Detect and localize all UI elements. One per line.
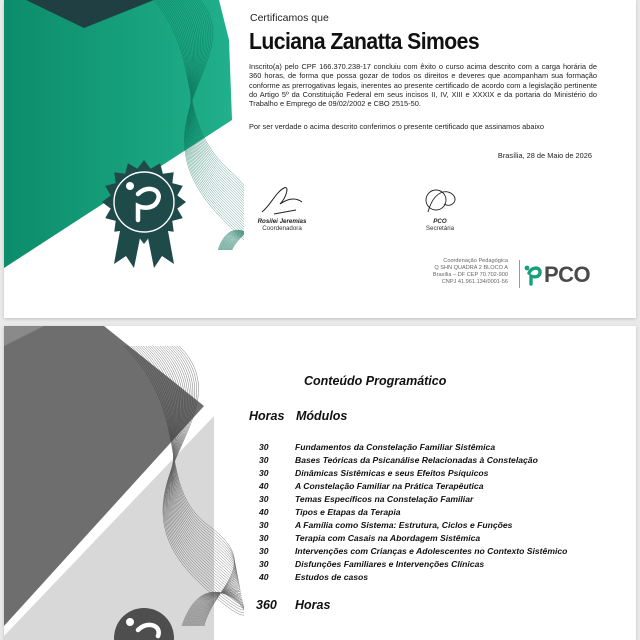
module-name: Tipos e Etapas da Terapia	[295, 506, 401, 517]
signature-scribble-icon	[256, 182, 308, 218]
hours-column-header: Horas	[249, 409, 285, 423]
recipient-name: Luciana Zanatta Simoes	[249, 28, 480, 54]
module-hours: 40	[259, 480, 269, 491]
coordinator-role: Coordenadora	[262, 225, 302, 232]
module-hours: 30	[259, 545, 269, 556]
module-name: Bases Teóricas da Psicanálise Relacionadas à Constelação	[295, 454, 538, 465]
module-hours: 30	[259, 558, 269, 569]
total-row	[256, 598, 330, 612]
coordinator-name: Rosilei Jeremias	[257, 218, 307, 225]
list-item	[259, 518, 567, 531]
list-item	[259, 453, 567, 466]
program-title: Conteúdo Programático	[304, 374, 447, 388]
list-item	[259, 557, 567, 570]
program-page	[4, 326, 636, 640]
module-name: Intervenções com Crianças e Adolescentes no Contexto Sistêmico	[295, 545, 568, 556]
certificate-page	[4, 0, 636, 318]
pco-logo-icon	[524, 264, 544, 286]
module-hours: 30	[259, 532, 269, 543]
program-decoration	[4, 326, 244, 640]
module-name: Estudos de casos	[295, 571, 369, 582]
module-name: Dinâmicas Sistêmicas e seus Efeitos Psíquicos	[295, 467, 489, 478]
list-item	[259, 492, 567, 505]
list-item	[259, 440, 567, 453]
module-hours: 30	[259, 454, 269, 465]
module-name: A Constelação Familiar na Prática Terapêutica	[295, 480, 484, 491]
coordinator-signature	[256, 182, 308, 232]
organization-info	[433, 258, 508, 286]
module-list	[259, 440, 567, 583]
secretary-role: Secretária	[425, 225, 455, 232]
module-name: Fundamentos da Constelação Familiar Sistêmica	[295, 441, 496, 452]
certificate-closing: Por ser verdade o acima descrito conferimos o presente certificado que assinamos abaixo	[249, 122, 544, 131]
modules-column-header: Módulos	[296, 409, 348, 423]
org-line: CNPJ 41.961.134/0001-56	[441, 279, 508, 285]
signature-scribble-icon	[414, 182, 466, 218]
module-hours: 30	[259, 441, 269, 452]
brand-name: PCO	[544, 262, 591, 287]
module-hours: 30	[259, 493, 269, 504]
list-item	[259, 505, 567, 518]
certificate-decoration	[4, 0, 244, 318]
module-hours: 40	[259, 571, 269, 582]
certificate-intro: Certificamos que	[250, 12, 329, 24]
org-line: Brasília – DF CEP 70.702-900	[432, 272, 508, 278]
total-label: Horas	[295, 598, 331, 612]
secretary-name: PCO	[433, 218, 447, 225]
org-line: Q SHN QUADRA 2 BLOCO A	[434, 265, 508, 271]
module-name: Disfunções Familiares e Intervenções Clínicas	[295, 558, 485, 569]
org-divider	[519, 260, 520, 288]
module-hours: 40	[259, 506, 269, 517]
total-hours: 360	[256, 598, 277, 612]
list-item	[259, 570, 567, 583]
org-line: Coordenação Pedagógica	[443, 258, 508, 264]
module-hours: 30	[259, 519, 269, 530]
certificate-body: Inscrito(a) pelo CPF 166.370.238-17 concluiu com êxito o curso acima descrito com a carga horária de 360 horas, de forma que possa gozar de todos os direitos e deveres que acompanham sua formação conforme as prerrogativas legais, inerentes ao presente certificado de acordo com a legislação pertinente do Artigo 5º da Constituição Federal em seus incisos II, IV, XIII e XXXIX e da portaria do Ministério do Trabalho e Emprego de 09/02/2002 e CBO 2515-50.	[249, 62, 597, 109]
certificate-date: Brasília, 28 de Maio de 2026	[497, 151, 592, 160]
list-item	[259, 479, 567, 492]
module-name: Terapia com Casais na Abordagem Sistêmica	[295, 532, 481, 543]
brand-logo	[524, 262, 590, 288]
secretary-signature	[414, 182, 466, 232]
module-name: Temas Específicos na Constelação Familiar	[295, 493, 474, 504]
module-name: A Família como Sistema: Estrutura, Ciclos e Funções	[295, 519, 513, 530]
list-item	[259, 544, 567, 557]
list-item	[259, 531, 567, 544]
list-item	[259, 466, 567, 479]
module-hours: 30	[259, 467, 269, 478]
